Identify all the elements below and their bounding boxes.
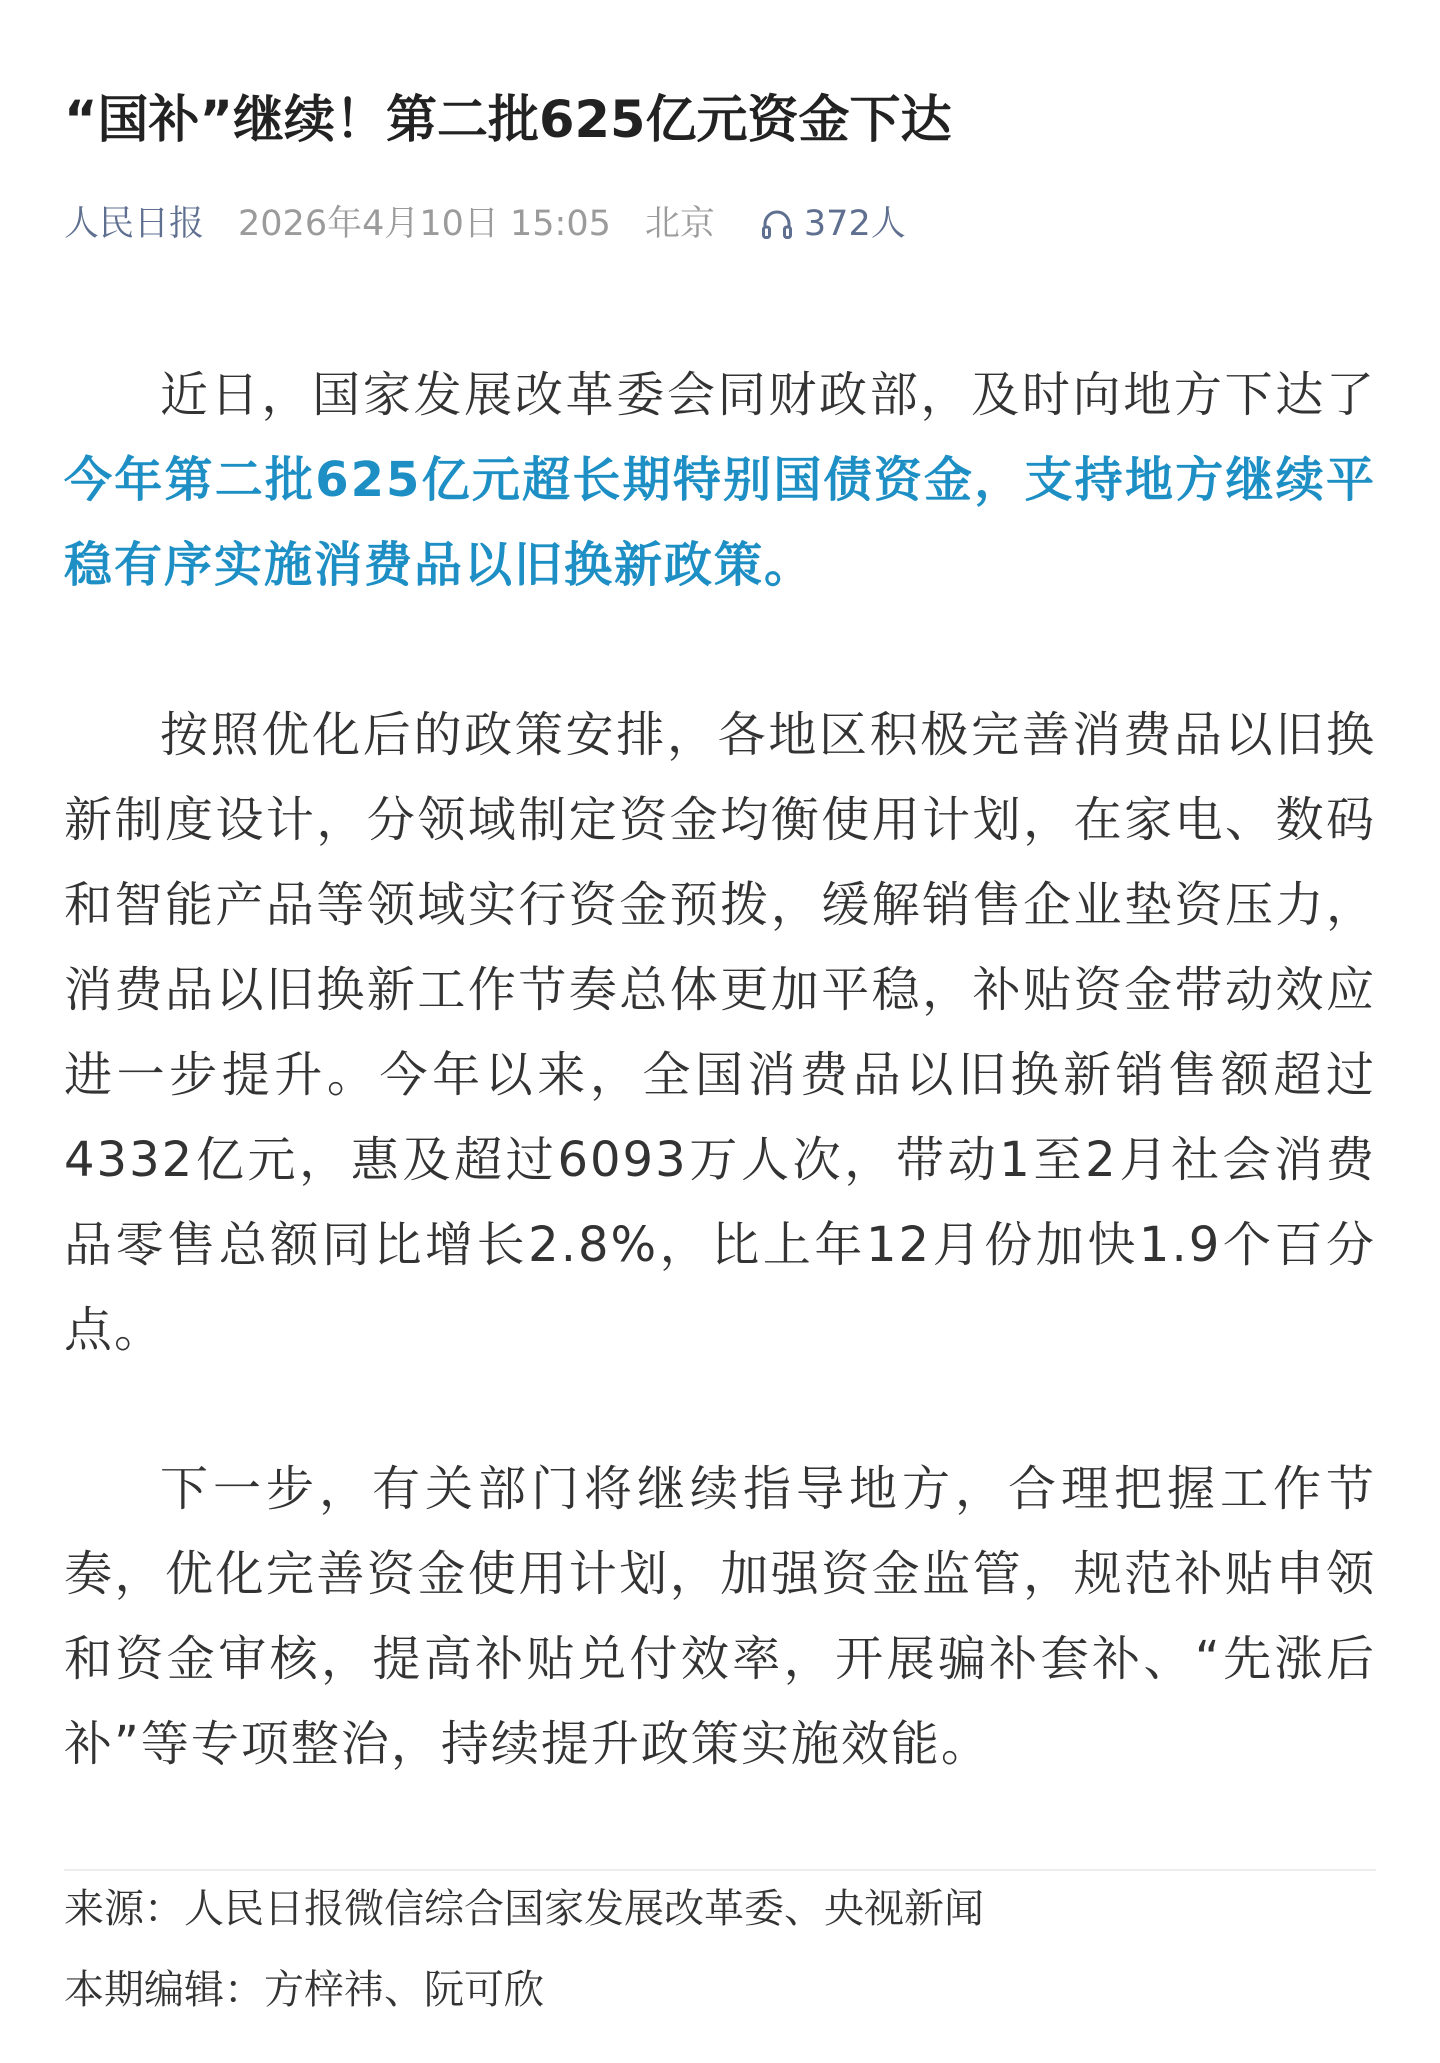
footer-editor: 本期编辑：方梓祎、阮可欣	[64, 1967, 544, 2013]
article-paragraph-1	[64, 353, 1376, 613]
paragraph-1-highlight: 今年第二批625亿元超长期特别国债资金，支持地方继续平稳有序实施消费品以旧换新政策。	[64, 452, 1376, 593]
listen-count: 372人	[803, 204, 906, 244]
listen-count-badge[interactable]	[759, 198, 906, 250]
meta-source[interactable]: 人民日报	[64, 204, 205, 244]
article-title: “国补”继续！第二批625亿元资金下达	[64, 91, 952, 150]
headphones-icon	[759, 206, 795, 242]
article-paragraph-2: 按照优化后的政策安排，各地区积极完善消费品以旧换新制度设计，分领域制定资金均衡使用计划，在家电、数码和智能产品等领域实行资金预拨，缓解销售企业垫资压力，消费品以旧换新工作节奏总体更加平稳，补贴资金带动效应进一步提升。今年以来，全国消费品以旧换新销售额超过4332亿元，惠及超过6093万人次，带动1至2月社会消费品零售总额同比增长2.8%，比上年12月份加快1.9个百分点。	[64, 707, 1376, 1358]
meta-time: 2026年4月10日 15:05	[238, 204, 611, 244]
footer-source: 来源：人民日报微信综合国家发展改革委、央视新闻	[64, 1886, 984, 1932]
article-paragraph-3: 下一步，有关部门将继续指导地方，合理把握工作节奏，优化完善资金使用计划，加强资金监管，规范补贴申领和资金审核，提高补贴兑付效率，开展骗补套补、“先涨后补”等专项整治，持续提升政策实施效能。	[64, 1461, 1376, 1772]
article-meta	[64, 198, 906, 250]
paragraph-1-lead: 近日，国家发展改革委会同财政部，及时向地方下达了	[160, 367, 1376, 423]
meta-location: 北京	[644, 204, 715, 244]
footer-divider	[64, 1869, 1376, 1871]
